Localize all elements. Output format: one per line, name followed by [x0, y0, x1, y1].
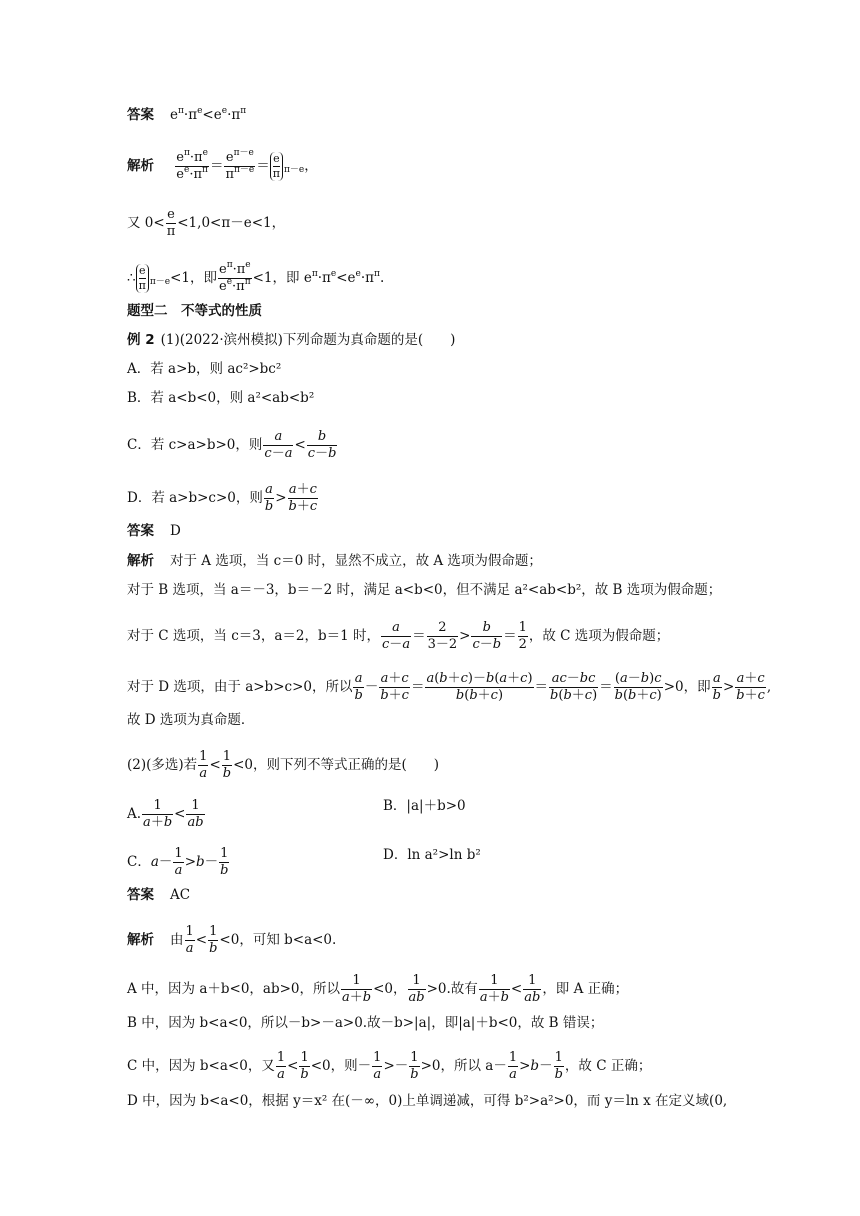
analysis-label: 解析: [127, 553, 154, 569]
fraction: $\frac{a(b+c)-b(a+c)}{b(b+c)}$: [426, 671, 533, 703]
example-2-stem: 例 2 (1)(2022·滨州模拟)下列命题为真命题的是( ): [127, 332, 456, 348]
fraction: $\frac{1}{a}$: [174, 846, 183, 878]
question-2-stem: (2)(多选)若 $\frac{1}{a}$ < $\frac{1}{b}$ <0，则下列不等式正确的是( ): [127, 749, 440, 781]
analysis3-a: A 中，因为 a＋b<0，ab>0，所以 $\frac{1}{a+b}$ <0， $\frac{1}{ab}$ >0.故有 $\frac{1}{a+b}$ < $\frac{1}{ab}$ ，即 A 正确；: [127, 973, 629, 1005]
fraction: $\frac{1}{2}$: [518, 620, 527, 652]
analysis-line-3: ∴ $\frac{e}{\pi}$ π－e<1，即 $\frac{e^\pi\cdot\pi^e}{e^e\cdot\pi^\pi}$ <1，即 $e^\pi\cdot\pi^e<e^e\cdot\pi^\pi$.: [127, 260, 385, 294]
power-base: $\frac{e}{\pi}$: [270, 152, 283, 181]
fraction: $\frac{1}{a}$: [508, 1050, 518, 1082]
example-label: 例 2: [127, 332, 155, 348]
fraction: $\frac{a}{c-a}$: [264, 429, 293, 461]
fraction: $\frac{1}{b}$: [222, 749, 232, 781]
power-base: $\frac{e}{\pi}$: [136, 264, 149, 293]
fraction: $\frac{e}{\pi}$: [166, 207, 176, 239]
fraction: $\frac{1}{b}$: [300, 1050, 309, 1082]
fraction: $\frac{1}{a}$: [185, 924, 194, 956]
analysis3-d: D 中，因为 b<a<0，根据 y＝x² 在(－∞，0)上单调递减，可得 b²>a²>0，而 y＝ln x 在定义域(0,: [127, 1093, 728, 1109]
fraction: $\frac{e^\pi\cdot\pi^e}{e^e\cdot\pi^\pi}$: [218, 260, 251, 294]
fraction: $\frac{a+c}{b+c}$: [380, 671, 409, 703]
fraction: $\frac{1}{b}$: [410, 1050, 419, 1082]
q2-option-a: A. $\frac{1}{a+b}$ < $\frac{1}{ab}$: [127, 798, 204, 830]
analysis2-conclusion: 故 D 选项为真命题．: [127, 712, 255, 728]
fraction: $\frac{1}{a+b}$: [143, 798, 173, 830]
fraction: $\frac{1}{b}$: [220, 846, 229, 878]
q2-option-b: B．|a|＋b>0: [383, 798, 466, 814]
analysis-line-2: 又 0< $\frac{e}{\pi}$ <1,0<π－e<1，: [127, 207, 286, 239]
fraction: $\frac{1}{a}$: [373, 1050, 382, 1082]
analysis3-b: B 中，因为 b<a<0，所以－b>－a>0.故－b>|a|，即|a|＋b<0，故 B 错误；: [127, 1015, 604, 1031]
analysis-label: 解析: [127, 158, 154, 174]
answer-value: AC: [170, 887, 191, 903]
answer-line-3: [127, 886, 190, 904]
option-b: B．若 a<b<0，则 a²<ab<b²: [127, 390, 315, 406]
fraction: $\frac{b}{c-b}$: [307, 429, 337, 461]
section-title: 题型二 不等式的性质: [127, 303, 262, 319]
fraction: $\frac{1}{ab}$: [524, 973, 541, 1005]
fraction: $\frac{1}{ab}$: [408, 973, 425, 1005]
q2-option-c: C．a－ $\frac{1}{a}$ >b－ $\frac{1}{b}$: [127, 846, 229, 878]
fraction: $\frac{a}{c-a}$: [382, 620, 411, 652]
answer-line-1: [127, 106, 246, 124]
fraction: $\frac{1}{a}$: [276, 1050, 286, 1082]
fraction: $\frac{a}{b}$: [712, 671, 721, 703]
analysis-line-1: 解析 $\frac{e^\pi\cdot\pi^e}{e^e\cdot\pi^\pi}$ ＝ $\frac{e^{\pi-e}}{\pi^{\pi-e}}$ ＝ $\frac{e}{\pi}$ π－e，: [127, 148, 318, 182]
fraction: $\frac{(a-b)c}{b(b+c)}$: [614, 671, 662, 703]
analysis2-b: 对于 B 选项，当 a＝－3，b＝－2 时，满足 a<b<0，但不满足 a²<ab<b²，故 B 选项为假命题；: [127, 582, 722, 598]
fraction: $\frac{e^\pi\cdot\pi^e}{e^e\cdot\pi^\pi}$: [176, 148, 208, 182]
fraction: $\frac{1}{a}$: [199, 749, 208, 781]
option-a: A．若 a>b，则 ac²>bc²: [127, 361, 282, 377]
fraction: $\frac{a}{b}$: [264, 482, 274, 514]
fraction: $\frac{ac-bc}{b(b+c)}$: [550, 671, 598, 703]
analysis3-c: C 中，因为 b<a<0，又 $\frac{1}{a}$ < $\frac{1}{b}$ <0，则－ $\frac{1}{a}$ >－ $\frac{1}{b}$ >0，所以 a－ $\frac{1}{a}$ >b－ $\frac{1}{b}$ ，故 C 正确；: [127, 1050, 652, 1082]
fraction: $\frac{1}{a+b}$: [342, 973, 372, 1005]
analysis2-c: 对于 C 选项，当 c＝3，a＝2，b＝1 时， $\frac{a}{c-a}$ ＝ $\frac{2}{3-2}$ > $\frac{b}{c-b}$ ＝ $\frac{1}{2}$ ，故 C 选项为假命题；: [127, 620, 670, 652]
fraction: $\frac{1}{ab}$: [187, 798, 204, 830]
fraction: $\frac{e^{\pi-e}}{\pi^{\pi-e}}$: [225, 148, 255, 182]
analysis-label: 解析: [127, 932, 154, 948]
answer-value: D: [170, 523, 181, 539]
q2-option-d: D．ln a²>ln b²: [383, 847, 481, 863]
analysis3-intro: 解析 由 $\frac{1}{a}$ < $\frac{1}{b}$ <0，可知 b<a<0.: [127, 924, 337, 956]
fraction: $\frac{1}{b}$: [209, 924, 218, 956]
fraction: $\frac{1}{a+b}$: [479, 973, 509, 1005]
option-d: D．若 a>b>c>0，则 $\frac{a}{b}$ > $\frac{a+c}{b+c}$: [127, 482, 318, 514]
fraction: $\frac{a}{b}$: [354, 671, 363, 703]
answer-label: 答案: [127, 523, 154, 539]
answer-line-2: [127, 522, 181, 540]
analysis2-d: 对于 D 选项，由于 a>b>c>0，所以 $\frac{a}{b}$ － $\frac{a+c}{b+c}$ ＝ $\frac{a(b+c)-b(a+c)}{b(b+c)}$ ＝ $\frac{ac-bc}{b(b+c)}$ ＝ $\frac{(a-b)c}{b(b+c)}$ >0，即 $\frac{a}{b}$ > $\frac{a+c}{b+c}$ ,: [127, 671, 772, 703]
fraction: $\frac{a+c}{b+c}$: [736, 671, 765, 703]
fraction: $\frac{b}{c-b}$: [472, 620, 502, 652]
fraction: $\frac{2}{3-2}$: [427, 620, 458, 652]
option-c: C．若 c>a>b>0，则 $\frac{a}{c-a}$ < $\frac{b}{c-b}$: [127, 429, 337, 461]
fraction: $\frac{a+c}{b+c}$: [288, 482, 318, 514]
answer-label: 答案: [127, 887, 154, 903]
analysis2-a: 解析 对于 A 选项，当 c＝0 时，显然不成立，故 A 选项为假命题；: [127, 553, 542, 569]
answer-value: $e^\pi\cdot\pi^e<e^e\cdot\pi^\pi$: [170, 106, 247, 123]
fraction: $\frac{1}{b}$: [554, 1050, 563, 1082]
answer-label: 答案: [127, 107, 154, 123]
